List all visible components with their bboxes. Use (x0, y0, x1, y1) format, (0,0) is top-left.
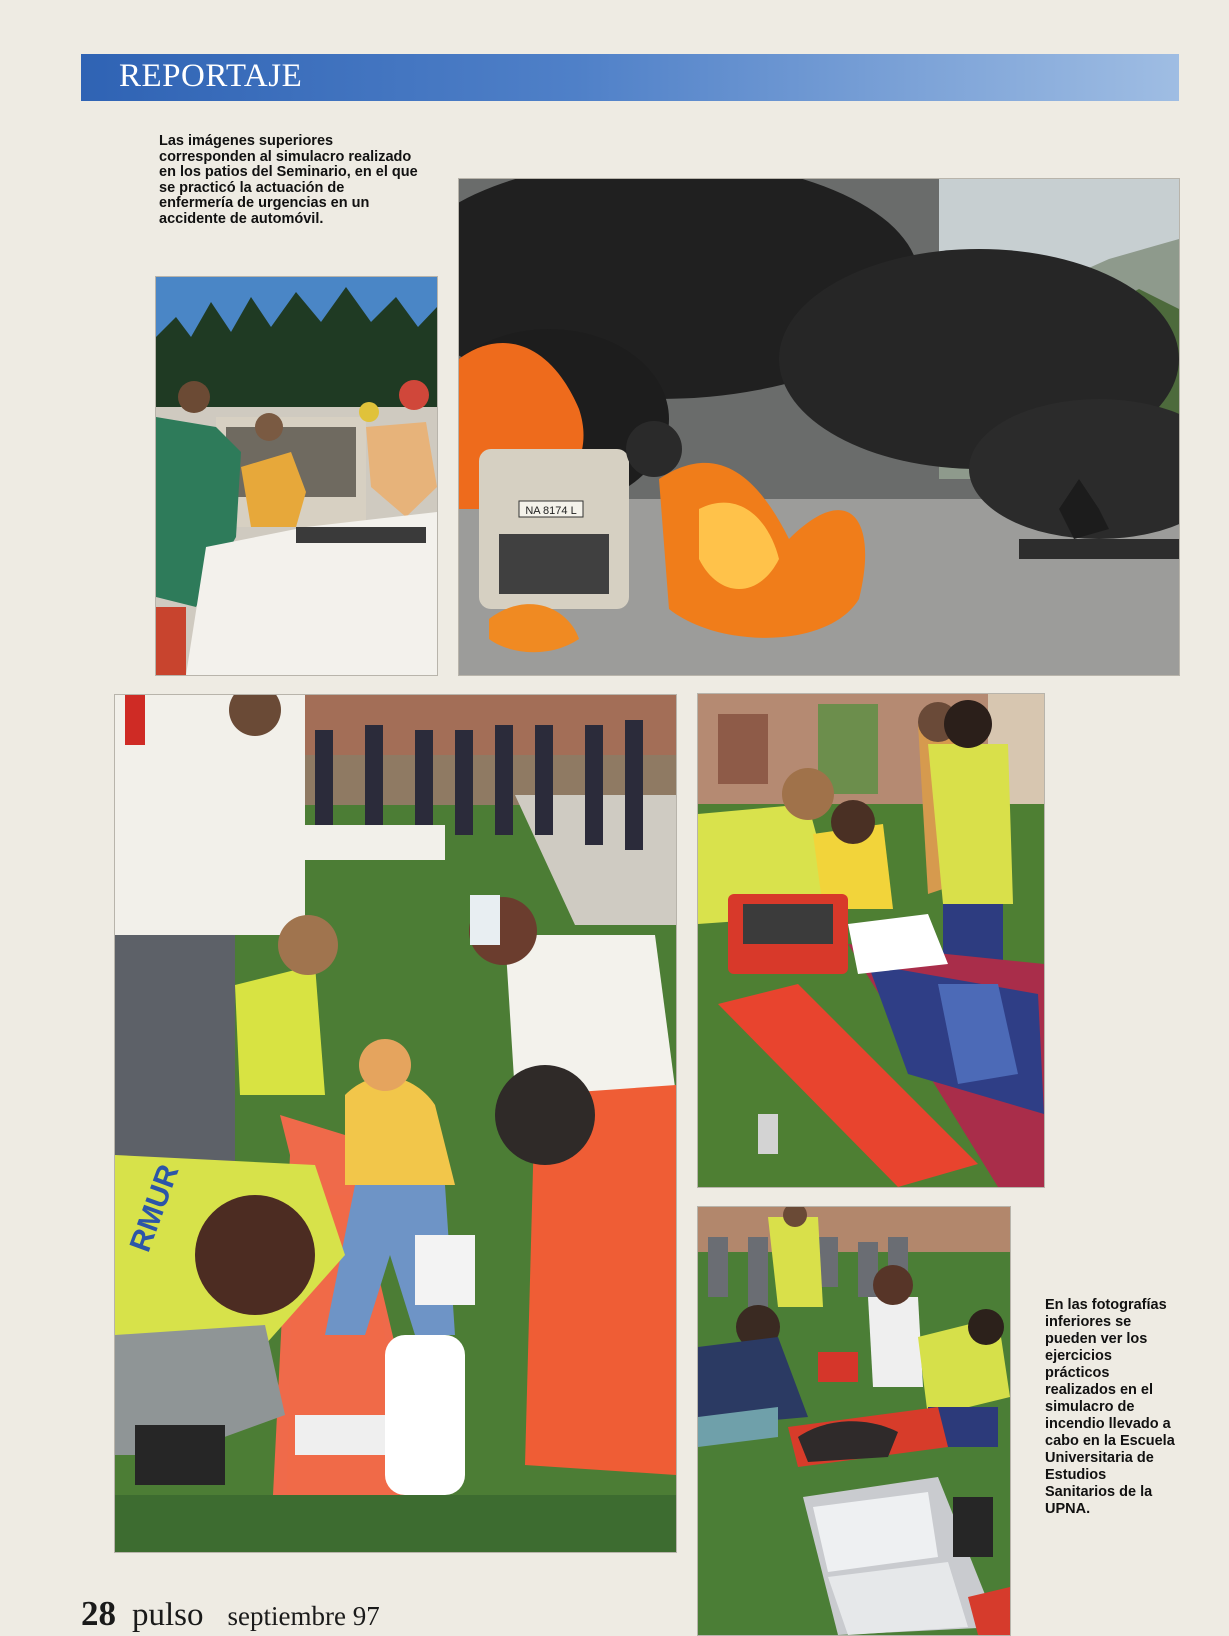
caption-top: Las imágenes superiores corresponden al simulacro realizado en los patios del Seminario, en el que se practicó la actuación de enfermería de urgencias en un accidente de automóvil. (159, 133, 418, 227)
photo-rescue-car (155, 276, 438, 676)
caption-bottom: En las fotografías inferiores se pueden ver los ejercicios prácticos realizados en el simulacro de incendio llevado a cabo en la Escuela Universitaria de Estudios Sanitarios de la UPNA. (1045, 1297, 1175, 1517)
page-number: 28 (81, 1594, 116, 1633)
photo-car-fire (458, 178, 1180, 676)
section-title: REPORTAJE (119, 58, 303, 94)
issue-date: septiembre 97 (227, 1601, 380, 1631)
license-plate: NA 8174 L (525, 505, 577, 517)
publication-name: pulso (132, 1597, 204, 1633)
page-footer (81, 1594, 380, 1634)
photo-fire-drill (697, 1206, 1011, 1636)
vest-badge: RMUR (123, 1160, 186, 1257)
photo-stretcher-care (114, 694, 677, 1553)
section-banner (81, 54, 1179, 101)
photo-students-stretcher (697, 693, 1045, 1188)
